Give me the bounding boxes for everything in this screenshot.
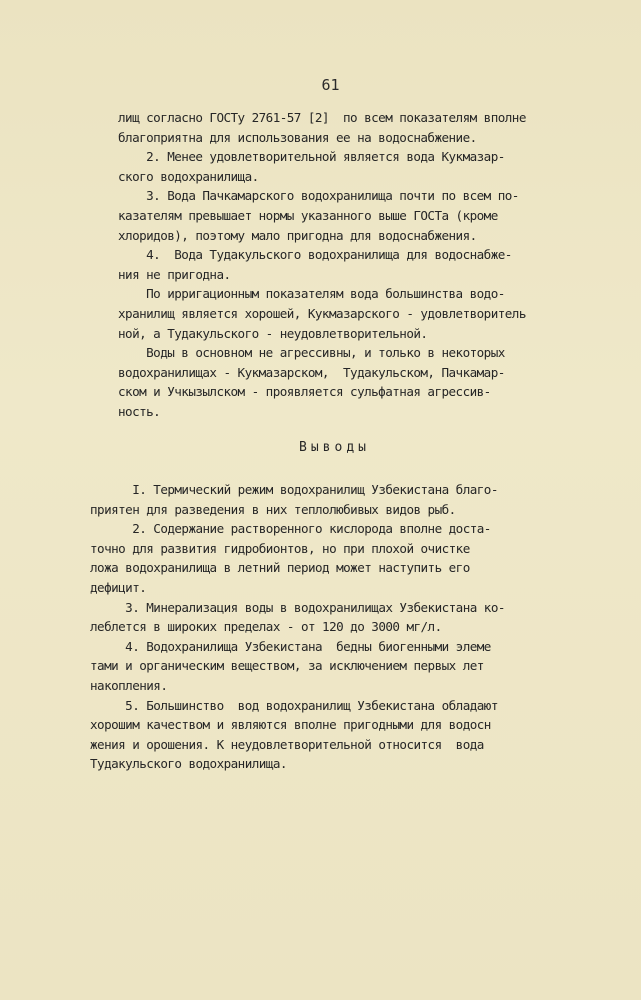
conclusion-line: жения и орошения. К неудовлетворительной относится вода <box>90 736 484 752</box>
body-line: ной, а Тудакульского - неудовлетворительной. <box>118 325 428 341</box>
body-line: 4. Вода Тудакульского водохранилища для водоснабже- <box>118 247 512 263</box>
conclusion-line: 3. Минерализация воды в водохранилищах Узбекистана ко- <box>90 599 505 615</box>
conclusion-line: 2. Содержание растворенного кислорода вполне доста- <box>90 521 491 537</box>
conclusion-line: Тудакульского водохранилища. <box>90 756 287 772</box>
conclusion-line: хорошим качеством и являются вполне пригодными для водосн <box>90 717 491 733</box>
conclusion-line: 4. Водохранилища Узбекистана бедны биогенными элеме <box>90 638 491 654</box>
conclusion-line: точно для развития гидробионтов, но при плохой очистке <box>90 540 470 556</box>
body-line: благоприятна для использования ее на водоснабжение. <box>118 129 477 145</box>
body-line: 2. Менее удовлетворительной является вода Кукмазар- <box>118 149 505 165</box>
conclusion-line: леблется в широких пределах - от 120 до 3000 мг/л. <box>90 619 442 635</box>
body-line: ния не пригодна. <box>118 266 231 282</box>
page-number: 61 <box>321 76 340 94</box>
body-line: Воды в основном не агрессивны, и только в некоторых <box>118 345 505 361</box>
body-line: ность. <box>118 403 161 419</box>
conclusion-line: 5. Большинство вод водохранилищ Узбекистана обладают <box>90 697 498 713</box>
body-line: хлоридов), поэтому мало пригодна для водоснабжения. <box>118 227 477 243</box>
conclusion-line: I. Термический режим водохранилищ Узбекистана благо- <box>90 482 498 497</box>
body-line: хранилищ является хорошей, Кукмазарского - удовлетворитель <box>118 305 526 321</box>
body-line: казателям превышает нормы указанного выше ГОСТа (кроме <box>118 207 498 223</box>
conclusion-line: тами и органическим веществом, за исключением первых лет <box>90 658 484 674</box>
body-line: ского водохранилища. <box>118 168 259 184</box>
conclusion-line: дефицит. <box>90 579 147 595</box>
conclusions-text <box>90 480 560 774</box>
body-line: 3. Вода Пачкамарского водохранилища почти по всем по- <box>118 188 519 204</box>
body-line: ском и Учкызылском - проявляется сульфатная агрессив- <box>118 384 491 400</box>
section-heading: Выводы <box>299 440 370 455</box>
conclusion-line: ложа водохранилища в летний период может наступить его <box>90 560 470 576</box>
body-line: лищ согласно ГОСТу 2761-57 [2] по всем показателям вполне <box>118 110 526 125</box>
conclusion-line: приятен для разведения в них теплолюбивых видов рыб. <box>90 501 456 517</box>
body-text <box>118 108 578 422</box>
body-line: водохранилищах - Кукмазарском, Тудакульском, Пачкамар- <box>118 364 505 380</box>
body-line: По ирригационным показателям вода большинства водо- <box>118 286 505 302</box>
conclusion-line: накопления. <box>90 677 168 693</box>
